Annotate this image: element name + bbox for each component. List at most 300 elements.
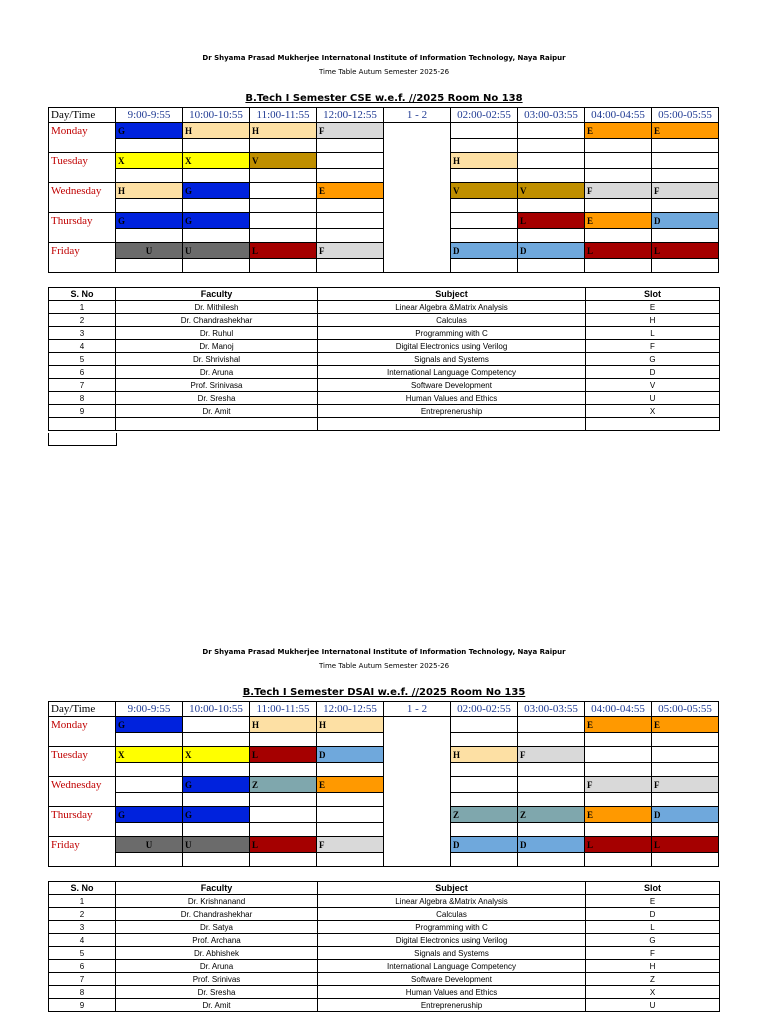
spacer-cell (317, 793, 384, 807)
day-time-header: Day/Time (49, 702, 116, 717)
slot-cell: D (317, 747, 384, 763)
slot-cell: D (451, 243, 518, 259)
faculty-name: Dr. Chandrashekhar (116, 314, 318, 327)
slot-cell: X (116, 747, 183, 763)
serial-number (49, 418, 116, 431)
slot-cell: L (585, 837, 652, 853)
faculty-row (49, 353, 720, 366)
faculty-row (49, 392, 720, 405)
faculty-row (49, 986, 720, 999)
slot-cell: X (183, 153, 250, 169)
time-slot-header: 03:00-03:55 (518, 108, 585, 123)
spacer-cell (317, 853, 384, 867)
serial-number: 3 (49, 327, 116, 340)
spacer-cell (518, 139, 585, 153)
slot-cell: F (585, 777, 652, 793)
day-label: Friday (49, 243, 116, 259)
slot-cell: X (116, 153, 183, 169)
faculty-name: Dr. Amit (116, 405, 318, 418)
slot-cell: F (652, 183, 719, 199)
slot-cell: Z (451, 807, 518, 823)
slot-cell: F (518, 747, 585, 763)
day-label: Thursday (49, 213, 116, 229)
faculty-name: Dr. Chandrashekhar (116, 908, 318, 921)
serial-number: 3 (49, 921, 116, 934)
spacer-cell (116, 763, 183, 777)
slot-cell: H (250, 123, 317, 139)
slot-cell: H (451, 747, 518, 763)
slot-code: Z (586, 973, 720, 986)
time-slot-header: 1 - 2 (384, 108, 451, 123)
slot-cell: G (183, 807, 250, 823)
subject-name: Human Values and Ethics (318, 986, 586, 999)
slot-cell: H (183, 123, 250, 139)
spacer-cell (451, 823, 518, 837)
spacer-cell (317, 259, 384, 273)
slot-cell: L (250, 837, 317, 853)
day-label-spacer (49, 763, 116, 777)
time-slot-header: 04:00-04:55 (585, 702, 652, 717)
slot-cell (451, 777, 518, 793)
spacer-cell (116, 793, 183, 807)
serial-number: 7 (49, 973, 116, 986)
slot-cell (250, 213, 317, 229)
faculty-name: Dr. Manoj (116, 340, 318, 353)
slot-code: E (586, 301, 720, 314)
day-label-spacer (49, 793, 116, 807)
spacer-cell (250, 199, 317, 213)
slot-cell: D (451, 837, 518, 853)
spacer-cell (585, 853, 652, 867)
spacer-cell (518, 169, 585, 183)
faculty-header-cell: Slot (586, 882, 720, 895)
slot-code: D (586, 366, 720, 379)
spacer-cell (183, 823, 250, 837)
slot-cell (518, 717, 585, 733)
subject-name: International Language Competency (318, 960, 586, 973)
slot-cell (451, 123, 518, 139)
slot-cell (183, 717, 250, 733)
spacer-cell (183, 763, 250, 777)
spacer-cell (451, 853, 518, 867)
spacer-cell (451, 259, 518, 273)
spacer-cell (250, 229, 317, 243)
faculty-name: Dr. Shrivishal (116, 353, 318, 366)
spacer-cell (250, 853, 317, 867)
spacer-cell (183, 733, 250, 747)
slot-cell (250, 807, 317, 823)
serial-number: 8 (49, 986, 116, 999)
faculty-name: Prof. Srinivasa (116, 379, 318, 392)
slot-code: X (586, 986, 720, 999)
slot-cell: V (451, 183, 518, 199)
spacer-cell (183, 199, 250, 213)
faculty-header-cell: Subject (318, 288, 586, 301)
spacer-cell (183, 259, 250, 273)
time-slot-header: 1 - 2 (384, 702, 451, 717)
faculty-row (49, 934, 720, 947)
slot-cell: U (116, 837, 183, 853)
spacer-cell (585, 733, 652, 747)
faculty-row (49, 340, 720, 353)
serial-number: 2 (49, 908, 116, 921)
slot-cell: L (518, 213, 585, 229)
slot-code: G (586, 934, 720, 947)
spacer-cell (518, 763, 585, 777)
time-slot-header: 12:00-12:55 (317, 108, 384, 123)
day-label: Tuesday (49, 153, 116, 169)
day-label-spacer (49, 733, 116, 747)
faculty-header-cell: Faculty (116, 288, 318, 301)
spacer-cell (652, 733, 719, 747)
slot-cell (451, 717, 518, 733)
time-slot-header: 05:00-05:55 (652, 108, 719, 123)
day-label-spacer (49, 199, 116, 213)
slot-cell: E (585, 123, 652, 139)
spacer-cell (518, 733, 585, 747)
spacer-cell (518, 229, 585, 243)
spacer-cell (451, 199, 518, 213)
spacer-cell (585, 139, 652, 153)
spacer-cell (183, 169, 250, 183)
subject-name: Human Values and Ethics (318, 392, 586, 405)
spacer-cell (250, 823, 317, 837)
slot-cell: E (585, 213, 652, 229)
time-slot-header: 10:00-10:55 (183, 702, 250, 717)
spacer-cell (183, 853, 250, 867)
serial-number: 8 (49, 392, 116, 405)
spacer-cell (451, 169, 518, 183)
spacer-cell (652, 259, 719, 273)
serial-number: 1 (49, 895, 116, 908)
serial-number: 7 (49, 379, 116, 392)
slot-cell (652, 153, 719, 169)
serial-number: 1 (49, 301, 116, 314)
day-time-header: Day/Time (49, 108, 116, 123)
slot-cell: U (116, 243, 183, 259)
slot-code: V (586, 379, 720, 392)
spacer-cell (451, 793, 518, 807)
slot-cell: F (585, 183, 652, 199)
slot-cell (317, 807, 384, 823)
spacer-cell (116, 169, 183, 183)
spacer-cell (652, 823, 719, 837)
slot-cell: E (585, 717, 652, 733)
spacer-cell (183, 229, 250, 243)
spacer-cell (317, 169, 384, 183)
spacer-cell (585, 199, 652, 213)
slot-cell: G (183, 777, 250, 793)
spacer-cell (317, 139, 384, 153)
header-row (49, 702, 719, 717)
institute-name: Dr Shyama Prasad Mukherjee Internatonal Institute of Information Technology, Naya Raipur (202, 648, 566, 656)
spacer-cell (250, 733, 317, 747)
faculty-name: Dr. Krishnanand (116, 895, 318, 908)
faculty-table (48, 287, 720, 431)
slot-code: L (586, 921, 720, 934)
faculty-name: Prof. Srinivas (116, 973, 318, 986)
serial-number: 5 (49, 353, 116, 366)
spacer-cell (116, 823, 183, 837)
subject-name: Linear Algebra &Matrix Analysis (318, 301, 586, 314)
slot-cell: V (250, 153, 317, 169)
faculty-row (49, 379, 720, 392)
lunch-break-cell (384, 123, 451, 273)
faculty-row (49, 960, 720, 973)
spacer-cell (518, 853, 585, 867)
faculty-header-cell: Faculty (116, 882, 318, 895)
slot-code: X (586, 405, 720, 418)
spacer-cell (652, 169, 719, 183)
spacer-cell (116, 229, 183, 243)
faculty-table (48, 881, 720, 1012)
day-label: Wednesday (49, 183, 116, 199)
slot-cell: Z (518, 807, 585, 823)
subject-name: Signals and Systems (318, 947, 586, 960)
day-label: Tuesday (49, 747, 116, 763)
blank-cell (48, 433, 117, 446)
slot-cell (585, 153, 652, 169)
slot-cell: X (183, 747, 250, 763)
slot-cell: U (183, 837, 250, 853)
serial-number: 5 (49, 947, 116, 960)
time-slot-header: 05:00-05:55 (652, 702, 719, 717)
lunch-break-cell (384, 717, 451, 867)
slot-cell: F (317, 243, 384, 259)
spacer-cell (317, 733, 384, 747)
faculty-row (49, 921, 720, 934)
slot-cell (116, 777, 183, 793)
slot-code: U (586, 999, 720, 1012)
time-slot-header: 9:00-9:55 (116, 108, 183, 123)
spacer-cell (183, 139, 250, 153)
subject-name: Entrepreneruship (318, 405, 586, 418)
subject-name: Entrepreneruship (318, 999, 586, 1012)
institute-name: Dr Shyama Prasad Mukherjee Internatonal Institute of Information Technology, Naya Raipur (202, 54, 566, 62)
faculty-name: Dr. Satya (116, 921, 318, 934)
slot-code: U (586, 392, 720, 405)
faculty-header-cell: S. No (49, 288, 116, 301)
slot-code: H (586, 960, 720, 973)
slot-cell (250, 183, 317, 199)
spacer-cell (317, 229, 384, 243)
timetable-grid (48, 701, 719, 867)
faculty-name: Dr. Sresha (116, 986, 318, 999)
faculty-row (49, 947, 720, 960)
spacer-cell (652, 229, 719, 243)
slot-cell: E (652, 123, 719, 139)
spacer-cell (451, 733, 518, 747)
spacer-cell (116, 259, 183, 273)
spacer-cell (317, 763, 384, 777)
slot-cell (451, 213, 518, 229)
spacer-cell (585, 169, 652, 183)
time-slot-header: 11:00-11:55 (250, 108, 317, 123)
time-slot-header: 03:00-03:55 (518, 702, 585, 717)
spacer-cell (116, 853, 183, 867)
time-slot-header: 10:00-10:55 (183, 108, 250, 123)
faculty-row (49, 327, 720, 340)
serial-number: 2 (49, 314, 116, 327)
day-label: Monday (49, 717, 116, 733)
serial-number: 4 (49, 934, 116, 947)
slot-cell: E (585, 807, 652, 823)
spacer-cell (451, 229, 518, 243)
slot-cell (585, 747, 652, 763)
faculty-row (49, 895, 720, 908)
slot-cell: G (116, 807, 183, 823)
faculty-row (49, 366, 720, 379)
subject-name: Programming with C (318, 921, 586, 934)
spacer-cell (317, 823, 384, 837)
slot-cell: D (518, 243, 585, 259)
slot-cell: V (518, 183, 585, 199)
serial-number: 9 (49, 999, 116, 1012)
spacer-cell (116, 733, 183, 747)
spacer-cell (518, 199, 585, 213)
slot-code: L (586, 327, 720, 340)
slot-cell (652, 747, 719, 763)
slot-cell: F (317, 837, 384, 853)
spacer-cell (585, 763, 652, 777)
timetable-title: B.Tech I Semester CSE w.e.f. //2025 Room No 138 (245, 93, 523, 104)
spacer-cell (116, 199, 183, 213)
subject-name: Digital Electronics using Verilog (318, 934, 586, 947)
slot-code: D (586, 908, 720, 921)
spacer-cell (652, 853, 719, 867)
day-label-spacer (49, 139, 116, 153)
timetable-title: B.Tech I Semester DSAI w.e.f. //2025 Room No 135 (242, 687, 526, 698)
slot-cell: G (116, 717, 183, 733)
subject-name: Linear Algebra &Matrix Analysis (318, 895, 586, 908)
time-slot-header: 02:00-02:55 (451, 108, 518, 123)
spacer-cell (317, 199, 384, 213)
spacer-cell (250, 763, 317, 777)
slot-cell: L (652, 837, 719, 853)
timetable-grid (48, 107, 719, 273)
faculty-header-cell: S. No (49, 882, 116, 895)
subject-name: Software Development (318, 379, 586, 392)
slot-cell: Z (250, 777, 317, 793)
faculty-row (49, 314, 720, 327)
spacer-cell (250, 793, 317, 807)
faculty-name (116, 418, 318, 431)
subject-name: Signals and Systems (318, 353, 586, 366)
slot-cell: H (116, 183, 183, 199)
semester-subtitle: Time Table Autum Semester 2025-26 (318, 68, 450, 76)
subject-name: International Language Competency (318, 366, 586, 379)
faculty-name: Dr. Sresha (116, 392, 318, 405)
subject-name: Digital Electronics using Verilog (318, 340, 586, 353)
slot-cell: U (183, 243, 250, 259)
spacer-cell (585, 793, 652, 807)
slot-code: F (586, 947, 720, 960)
day-label-spacer (49, 823, 116, 837)
slot-cell: L (652, 243, 719, 259)
day-label: Thursday (49, 807, 116, 823)
faculty-header-row (49, 288, 720, 301)
spacer-cell (250, 169, 317, 183)
subject-name: Calculas (318, 908, 586, 921)
day-row (49, 123, 719, 139)
spacer-cell (652, 199, 719, 213)
slot-code: H (586, 314, 720, 327)
slot-cell: E (317, 777, 384, 793)
faculty-header-cell: Slot (586, 288, 720, 301)
time-slot-header: 11:00-11:55 (250, 702, 317, 717)
subject-name: Calculas (318, 314, 586, 327)
faculty-row (49, 999, 720, 1012)
day-label-spacer (49, 229, 116, 243)
day-row (49, 717, 719, 733)
faculty-name: Dr. Aruna (116, 366, 318, 379)
faculty-row (49, 418, 720, 431)
slot-code (586, 418, 720, 431)
spacer-cell (250, 259, 317, 273)
slot-code: F (586, 340, 720, 353)
slot-code: G (586, 353, 720, 366)
slot-cell: D (518, 837, 585, 853)
day-label: Wednesday (49, 777, 116, 793)
slot-cell: E (652, 717, 719, 733)
time-slot-header: 12:00-12:55 (317, 702, 384, 717)
faculty-name: Prof. Archana (116, 934, 318, 947)
slot-cell: G (116, 123, 183, 139)
faculty-row (49, 301, 720, 314)
slot-cell (317, 213, 384, 229)
time-slot-header: 9:00-9:55 (116, 702, 183, 717)
faculty-name: Dr. Ruhul (116, 327, 318, 340)
spacer-cell (451, 763, 518, 777)
slot-cell (518, 153, 585, 169)
slot-cell: H (250, 717, 317, 733)
slot-cell: L (585, 243, 652, 259)
day-label: Monday (49, 123, 116, 139)
time-slot-header: 02:00-02:55 (451, 702, 518, 717)
subject-name (318, 418, 586, 431)
spacer-cell (518, 793, 585, 807)
serial-number: 4 (49, 340, 116, 353)
spacer-cell (652, 139, 719, 153)
slot-cell: F (652, 777, 719, 793)
day-label-spacer (49, 259, 116, 273)
day-label: Friday (49, 837, 116, 853)
serial-number: 6 (49, 960, 116, 973)
header-row (49, 108, 719, 123)
slot-cell: G (183, 213, 250, 229)
spacer-cell (652, 793, 719, 807)
faculty-header-cell: Subject (318, 882, 586, 895)
slot-cell (518, 123, 585, 139)
faculty-row (49, 973, 720, 986)
slot-cell: G (183, 183, 250, 199)
faculty-name: Dr. Amit (116, 999, 318, 1012)
semester-subtitle: Time Table Autum Semester 2025-26 (318, 662, 450, 670)
faculty-name: Dr. Aruna (116, 960, 318, 973)
day-label-spacer (49, 169, 116, 183)
serial-number: 6 (49, 366, 116, 379)
faculty-name: Dr. Abhishek (116, 947, 318, 960)
subject-name: Software Development (318, 973, 586, 986)
slot-cell: H (317, 717, 384, 733)
spacer-cell (585, 259, 652, 273)
time-slot-header: 04:00-04:55 (585, 108, 652, 123)
slot-cell: L (250, 243, 317, 259)
spacer-cell (652, 763, 719, 777)
subject-name: Programming with C (318, 327, 586, 340)
slot-cell: F (317, 123, 384, 139)
spacer-cell (585, 229, 652, 243)
